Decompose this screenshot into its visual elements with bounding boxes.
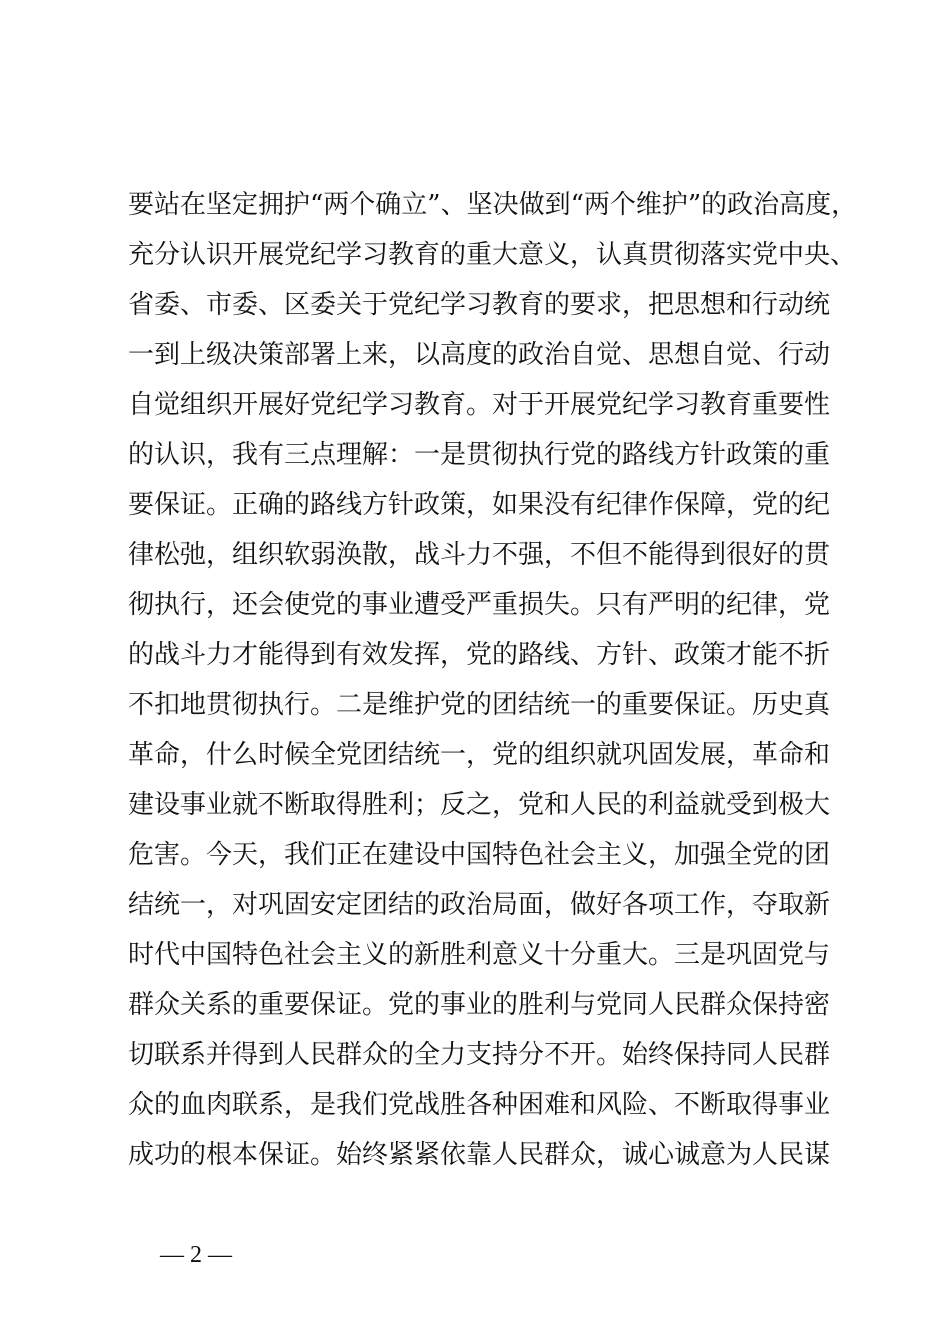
text-line-1: 要站在坚定拥护“两个确立”、坚决做到“两个维护”的政治高度， <box>128 190 858 220</box>
text-line-20: 成功的根本保证。始终紧紧依靠人民群众，诚心诚意为人民谋 <box>128 1140 831 1170</box>
text-line-18: 切联系并得到人民群众的全力支持分不开。始终保持同人民群 <box>128 1040 831 1070</box>
text-line-17: 群众关系的重要保证。党的事业的胜利与党同人民群众保持密 <box>128 990 831 1020</box>
text-line-13: 建设事业就不断取得胜利；反之，党和人民的利益就受到极大 <box>128 790 831 820</box>
text-line-10: 的战斗力才能得到有效发挥，党的路线、方针、政策才能不折 <box>128 640 831 670</box>
page-number: — 2 — <box>160 1242 232 1268</box>
text-line-15: 结统一，对巩固安定团结的政治局面，做好各项工作，夺取新 <box>128 890 831 920</box>
text-line-14: 危害。今天，我们正在建设中国特色社会主义，加强全党的团 <box>128 840 831 870</box>
text-line-4: 一到上级决策部署上来，以高度的政治自觉、思想自觉、行动 <box>128 340 831 370</box>
text-line-5: 自觉组织开展好党纪学习教育。对于开展党纪学习教育重要性 <box>128 390 831 420</box>
text-line-2: 充分认识开展党纪学习教育的重大意义，认真贯彻落实党中央、 <box>128 240 857 270</box>
text-line-19: 众的血肉联系，是我们党战胜各种困难和风险、不断取得事业 <box>128 1090 831 1120</box>
text-line-3: 省委、市委、区委关于党纪学习教育的要求，把思想和行动统 <box>128 290 831 320</box>
text-line-11: 不扣地贯彻执行。二是维护党的团结统一的重要保证。历史真 <box>128 690 831 720</box>
text-line-12: 革命，什么时候全党团结统一，党的组织就巩固发展，革命和 <box>128 740 831 770</box>
text-line-6: 的认识，我有三点理解：一是贯彻执行党的路线方针政策的重 <box>128 440 831 470</box>
text-line-9: 彻执行，还会使党的事业遭受严重损失。只有严明的纪律，党 <box>128 590 831 620</box>
text-line-16: 时代中国特色社会主义的新胜利意义十分重大。三是巩固党与 <box>128 940 831 970</box>
body-text <box>128 180 858 1180</box>
text-line-7: 要保证。正确的路线方针政策，如果没有纪律作保障，党的纪 <box>128 490 831 520</box>
text-line-8: 律松弛，组织软弱涣散，战斗力不强，不但不能得到很好的贯 <box>128 540 831 570</box>
